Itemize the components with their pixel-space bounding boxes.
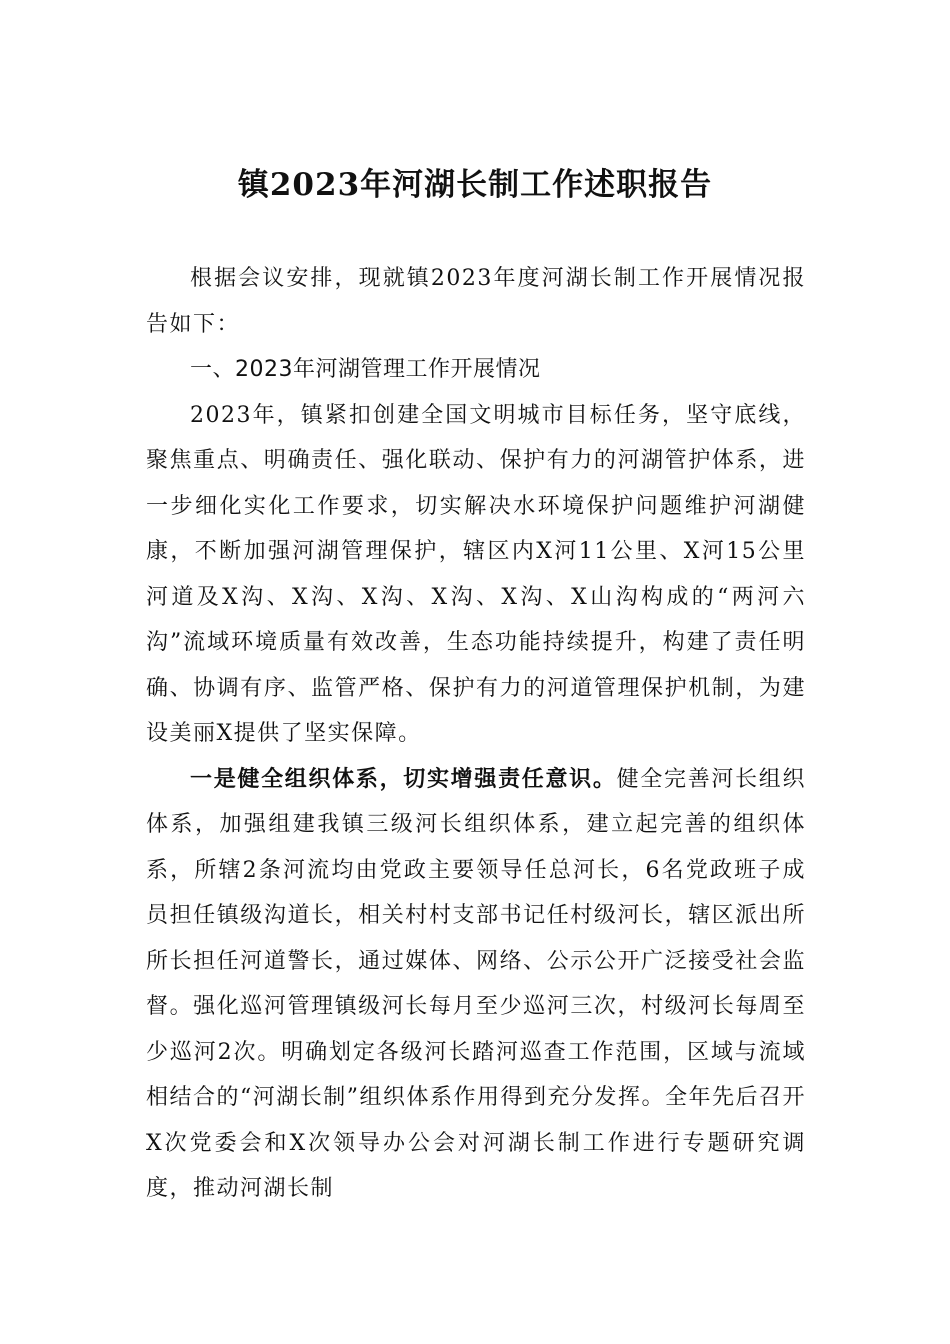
intro-text: 根据会议安排，现就镇2023年度河湖长制工作开展情况报告如下： (146, 266, 806, 337)
document-title: 镇2023年河湖长制工作述职报告 (237, 167, 713, 203)
intro-paragraph (146, 256, 806, 347)
point-1-text: 健全完善河长组织体系，加强组建我镇三级河长组织体系，建立起完善的组织体系，所辖2条河流均由党政主要领导任总河长，6名党政班子成员担任镇级沟道长，相关村村支部书记任村级河长，辖区派出所所长担任河道警长，通过媒体、网络、公示公开广泛接受社会监督。强化巡河管理镇级河长每月至少巡河三次，村级河长每周至少巡河2次。明确划定各级河长踏河巡查工作范围，区域与流域相结合的“河湖长制”组织体系作用得到充分发挥。全年先后召开X次党委会和X次领导办公会对河湖长制工作进行专题研究调度，推动河湖长制 (146, 766, 806, 1201)
point-1-lead: 一是健全组织体系，切实增强责任意识。 (190, 765, 617, 792)
document-body (146, 256, 806, 1212)
point-1-paragraph (146, 757, 806, 1212)
section-1-text: 2023年，镇紧扣创建全国文明城市目标任务，坚守底线，聚焦重点、明确责任、强化联动、保护有力的河湖管护体系，进一步细化实化工作要求，切实解决水环境保护问题维护河湖健康，不断加强河湖管理保护，辖区内X河11公里、X河15公里河道及X沟、X沟、X沟、X沟、X沟、X山沟构成的“两河六沟”流域环境质量有效改善，生态功能持续提升，构建了责任明确、协调有序、监管严格、保护有力的河道管理保护机制，为建设美丽X提供了坚实保障。 (146, 402, 806, 746)
section-1-paragraph (146, 393, 806, 757)
section-heading-1 (146, 347, 806, 393)
section-heading-text: 一、2023年河湖管理工作开展情况 (190, 357, 541, 382)
